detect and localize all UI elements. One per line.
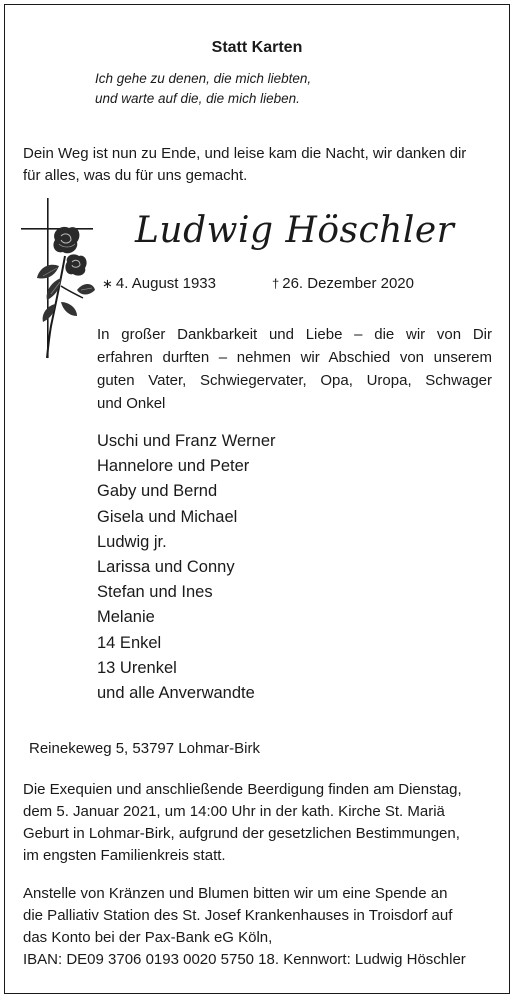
thanks-paragraph	[97, 323, 492, 415]
motto-verse	[95, 69, 311, 109]
death-date-text: 26. Dezember 2020	[282, 275, 414, 292]
thanks-line: und Onkel	[97, 395, 166, 412]
death-cross-icon: †	[272, 276, 280, 291]
service-line: Die Exequien und anschließende Beerdigung finden am Dienstag,	[23, 781, 462, 798]
list-item: Stefan und Ines	[97, 583, 213, 602]
donation-line: das Konto bei der Pax-Bank eG Köln,	[23, 929, 273, 946]
motto-line: und warte auf die, die mich lieben.	[95, 91, 300, 106]
birth-date-text: 4. August 1933	[115, 275, 216, 292]
intro-line: Dein Weg ist nun zu Ende, und leise kam die Nacht, wir danken dir	[23, 145, 467, 162]
deceased-name: Ludwig Höschler	[135, 210, 455, 251]
intro-text	[23, 143, 495, 187]
list-item: 13 Urenkel	[97, 658, 177, 677]
donation-line: Anstelle von Kränzen und Blumen bitten wir um eine Spende an	[23, 885, 448, 902]
obituary-notice	[4, 4, 510, 994]
cross-rose-icon	[21, 198, 97, 360]
intro-line: für alles, was du für uns gemacht.	[23, 167, 248, 184]
donation-line: die Palliativ Station des St. Josef Krankenhauses in Troisdorf auf	[23, 907, 453, 924]
list-item: Melanie	[97, 608, 155, 627]
service-line: im engsten Familienkreis statt.	[23, 847, 226, 864]
service-line: Geburt in Lohmar-Birk, aufgrund der gesetzlichen Bestimmungen,	[23, 825, 460, 842]
list-item: und alle Anverwandte	[97, 684, 255, 703]
birth-star-icon: ∗	[102, 276, 113, 291]
thanks-line: guten Vater, Schwiegervater, Opa, Uropa, Schwager	[97, 372, 492, 389]
list-item: 14 Enkel	[97, 633, 162, 652]
list-item: Larissa und Conny	[97, 558, 235, 577]
thanks-line: erfahren durften – nehmen wir Abschied von unserem	[97, 349, 492, 366]
service-line: dem 5. Januar 2021, um 14:00 Uhr in der kath. Kirche St. Mariä	[23, 803, 445, 820]
list-item: Gaby und Bernd	[97, 482, 218, 501]
birth-date	[102, 275, 216, 292]
mourners-list	[97, 429, 276, 706]
notice-heading: Statt Karten	[211, 39, 303, 56]
list-item: Uschi und Franz Werner	[97, 432, 276, 450]
thanks-line: In großer Dankbarkeit und Liebe – die wir von Dir	[97, 326, 492, 343]
service-paragraph	[23, 779, 497, 867]
donation-paragraph	[23, 883, 501, 971]
death-date	[272, 275, 414, 292]
list-item: Hannelore und Peter	[97, 457, 250, 476]
list-item: Ludwig jr.	[97, 532, 167, 551]
list-item: Gisela und Michael	[97, 507, 238, 526]
donation-line: IBAN: DE09 3706 0193 0020 5750 18. Kennwort: Ludwig Höschler	[23, 951, 466, 968]
motto-line: Ich gehe zu denen, die mich liebten,	[95, 71, 312, 86]
family-address: Reinekeweg 5, 53797 Lohmar-Birk	[29, 740, 260, 757]
